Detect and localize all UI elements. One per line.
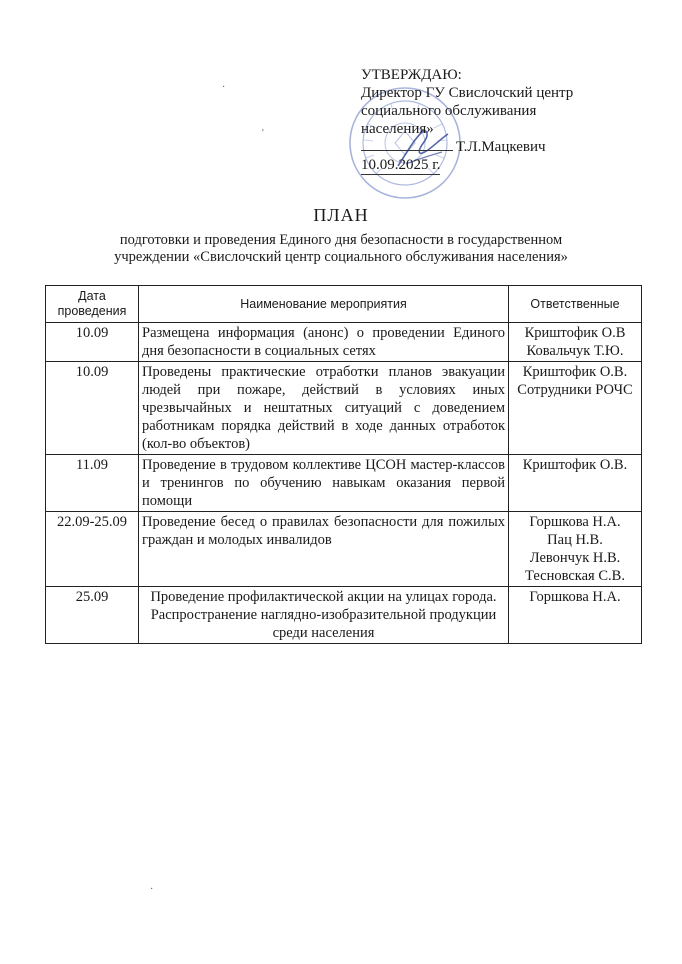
- row-responsible: [509, 362, 642, 455]
- responsible-person: Ковальчук Т.Ю.: [526, 343, 624, 359]
- table-row: [46, 512, 642, 587]
- document-subtitle: подготовки и проведения Единого дня безопасности в государственном учреждении «Свислочский центр социального обслуживания населения»: [114, 232, 568, 265]
- signature-row: [361, 138, 621, 156]
- row-responsible: [509, 512, 642, 587]
- approval-heading: УТВЕРЖДАЮ:: [361, 67, 462, 83]
- responsible-person: Тесновская С.В.: [525, 568, 625, 584]
- table-row: [46, 455, 642, 512]
- scan-speck: ': [262, 128, 264, 139]
- row-event: Проведены практические отработки планов эвакуации людей при пожаре, действий в условиях иных чрезвычайных и нештатных ситуаций с доведением работникам порядка действий в ходе данных отработок (кол-во объектов): [139, 362, 509, 455]
- responsible-person: Сотрудники РОЧС: [517, 382, 633, 398]
- row-responsible: [509, 587, 642, 644]
- responsible-person: Криштофик О.В.: [522, 364, 628, 380]
- plan-table: [45, 285, 642, 644]
- document-title: ПЛАН: [313, 205, 369, 225]
- responsible-person: Пац Н.В.: [547, 532, 603, 548]
- signature-line: [361, 150, 453, 151]
- responsible-person: Левончук Н.В.: [529, 550, 621, 566]
- row-responsible: [509, 455, 642, 512]
- row-date: 10.09: [46, 362, 139, 455]
- row-event: Проведение в трудовом коллективе ЦСОН мастер-классов и тренингов по обучению навыкам оказания первой помощи: [139, 455, 509, 512]
- column-header-date: Дата проведения: [46, 286, 139, 323]
- approval-line-3: населения»: [361, 121, 434, 137]
- scan-speck: ·: [222, 82, 226, 93]
- approval-line-1: Директор ГУ Свислочский центр: [361, 85, 574, 101]
- approval-block: [361, 66, 621, 175]
- row-event: Проведение бесед о правилах безопасности для пожилых граждан и молодых инвалидов: [139, 512, 509, 587]
- table-row: [46, 587, 642, 644]
- responsible-person: Горшкова Н.А.: [529, 589, 621, 605]
- column-header-event: Наименование мероприятия: [139, 286, 509, 323]
- approval-line-2: социального обслуживания: [361, 103, 537, 119]
- table-row: [46, 323, 642, 362]
- column-header-responsible: Ответственные: [509, 286, 642, 323]
- approval-date: 10.09.2025 г.: [361, 157, 441, 173]
- table-row: [46, 362, 642, 455]
- row-date: 11.09: [46, 455, 139, 512]
- responsible-person: Криштофик О.В.: [522, 457, 628, 473]
- row-event: Проведение профилактической акции на улицах города. Распространение наглядно-изобразительной продукции среди населения: [139, 587, 509, 644]
- responsible-person: Горшкова Н.А.: [529, 514, 621, 530]
- row-event: Размещена информация (анонс) о проведении Единого дня безопасности в социальных сетях: [139, 323, 509, 362]
- row-date: 22.09-25.09: [46, 512, 139, 587]
- responsible-person: Криштофик О.В: [524, 325, 626, 341]
- row-responsible: [509, 323, 642, 362]
- table-header-row: [46, 286, 642, 323]
- signatory-name: Т.Л.Мацкевич: [456, 139, 546, 155]
- row-date: 25.09: [46, 587, 139, 644]
- approval-date-row: [361, 156, 621, 175]
- scan-speck: ·: [150, 884, 154, 895]
- row-date: 10.09: [46, 323, 139, 362]
